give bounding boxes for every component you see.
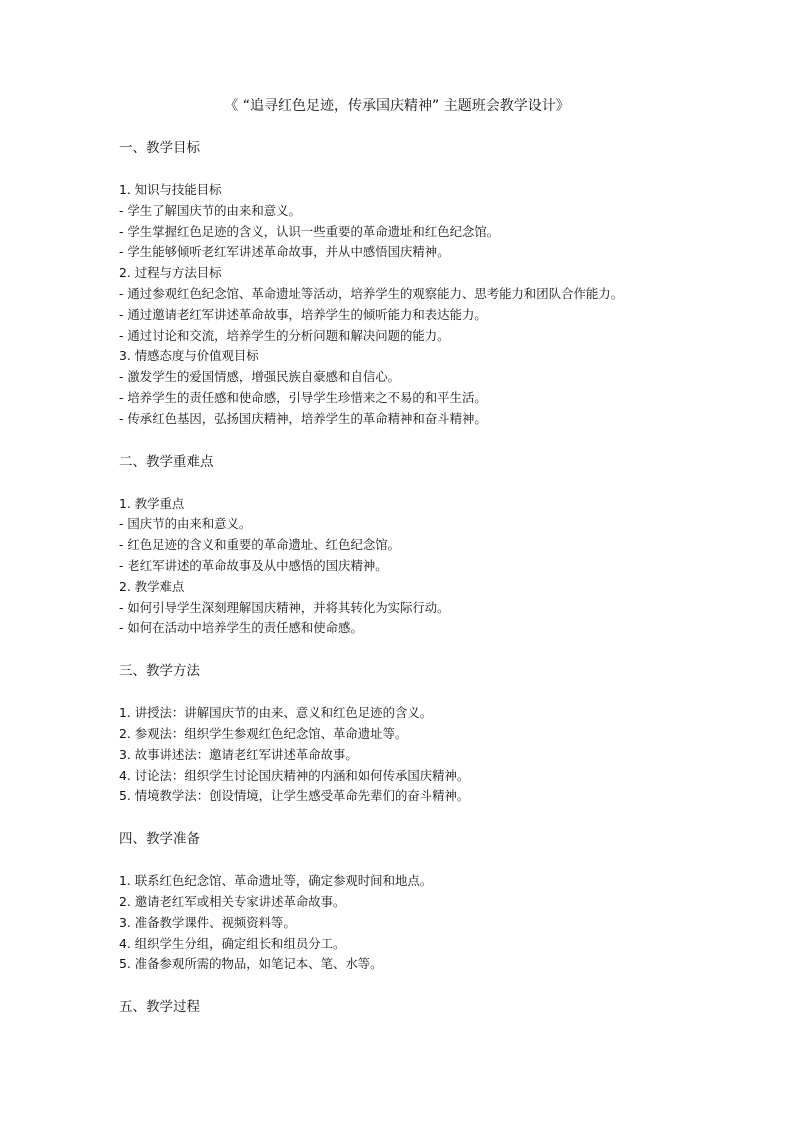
bullet-item: - 通过讨论和交流，培养学生的分析问题和解决问题的能力。 bbox=[119, 327, 450, 343]
numbered-item: 2. 邀请老红军或相关专家讲述革命故事。 bbox=[119, 893, 346, 909]
section-heading: 三、教学方法 bbox=[119, 663, 200, 680]
bullet-item: - 通过参观红色纪念馆、革命遗址等活动，培养学生的观察能力、思考能力和团队合作能力。 bbox=[119, 285, 624, 301]
numbered-item: 1. 教学重点 bbox=[119, 495, 185, 511]
numbered-item: 4. 组织学生分组，确定组长和组员分工。 bbox=[119, 935, 346, 951]
section-5 bbox=[119, 997, 739, 1017]
numbered-item: 1. 讲授法：讲解国庆节的由来、意义和红色足迹的含义。 bbox=[119, 705, 433, 721]
document-body bbox=[119, 138, 739, 1039]
numbered-item: 2. 过程与方法目标 bbox=[119, 265, 222, 281]
numbered-item: 4. 讨论法：组织学生讨论国庆精神的内涵和如何传承国庆精神。 bbox=[119, 767, 470, 783]
numbered-item: 3. 情感态度与价值观目标 bbox=[119, 348, 259, 364]
bullet-item: - 传承红色基因，弘扬国庆精神，培养学生的革命精神和奋斗精神。 bbox=[119, 410, 487, 426]
document-title: 《 “追寻红色足迹，传承国庆精神” 主题班会教学设计》 bbox=[224, 98, 570, 114]
bullet-item: - 学生了解国庆节的由来和意义。 bbox=[119, 202, 301, 218]
section-heading: 二、教学重难点 bbox=[119, 453, 214, 470]
bullet-item: - 如何引导学生深刻理解国庆精神，并将其转化为实际行动。 bbox=[119, 599, 450, 615]
numbered-item: 5. 准备参观所需的物品，如笔记本、笔、水等。 bbox=[119, 956, 383, 972]
bullet-item: - 学生能够倾听老红军讲述革命故事，并从中感悟国庆精神。 bbox=[119, 244, 450, 260]
numbered-item: 2. 参观法：组织学生参观红色纪念馆、革命遗址等。 bbox=[119, 725, 408, 741]
section-1 bbox=[119, 138, 739, 430]
section-2 bbox=[119, 452, 739, 640]
section-4 bbox=[119, 829, 739, 975]
bullet-item: - 国庆节的由来和意义。 bbox=[119, 516, 252, 532]
bullet-item: - 如何在活动中培养学生的责任感和使命感。 bbox=[119, 620, 363, 636]
bullet-item: - 老红军讲述的革命故事及从中感悟的国庆精神。 bbox=[119, 557, 388, 573]
bullet-item: - 激发学生的爱国情感，增强民族自豪感和自信心。 bbox=[119, 369, 401, 385]
bullet-item: - 通过邀请老红军讲述革命故事，培养学生的倾听能力和表达能力。 bbox=[119, 306, 487, 322]
numbered-item: 3. 故事讲述法：邀请老红军讲述革命故事。 bbox=[119, 746, 358, 762]
bullet-item: - 学生掌握红色足迹的含义，认识一些重要的革命遗址和红色纪念馆。 bbox=[119, 223, 500, 239]
numbered-item: 1. 联系红色纪念馆、革命遗址等，确定参观时间和地点。 bbox=[119, 873, 433, 889]
section-heading: 一、教学目标 bbox=[119, 140, 200, 156]
numbered-item: 1. 知识与技能目标 bbox=[119, 182, 222, 197]
bullet-item: - 红色足迹的含义和重要的革命遗址、红色纪念馆。 bbox=[119, 537, 401, 553]
numbered-item: 3. 准备教学课件、视频资料等。 bbox=[119, 914, 296, 930]
section-heading: 五、教学过程 bbox=[119, 999, 200, 1016]
bullet-item: - 培养学生的责任感和使命感，引导学生珍惜来之不易的和平生活。 bbox=[119, 389, 487, 405]
section-3 bbox=[119, 661, 739, 807]
numbered-item: 2. 教学难点 bbox=[119, 578, 185, 594]
numbered-item: 5. 情境教学法：创设情境，让学生感受革命先辈们的奋斗精神。 bbox=[119, 788, 470, 804]
section-heading: 四、教学准备 bbox=[119, 831, 200, 848]
